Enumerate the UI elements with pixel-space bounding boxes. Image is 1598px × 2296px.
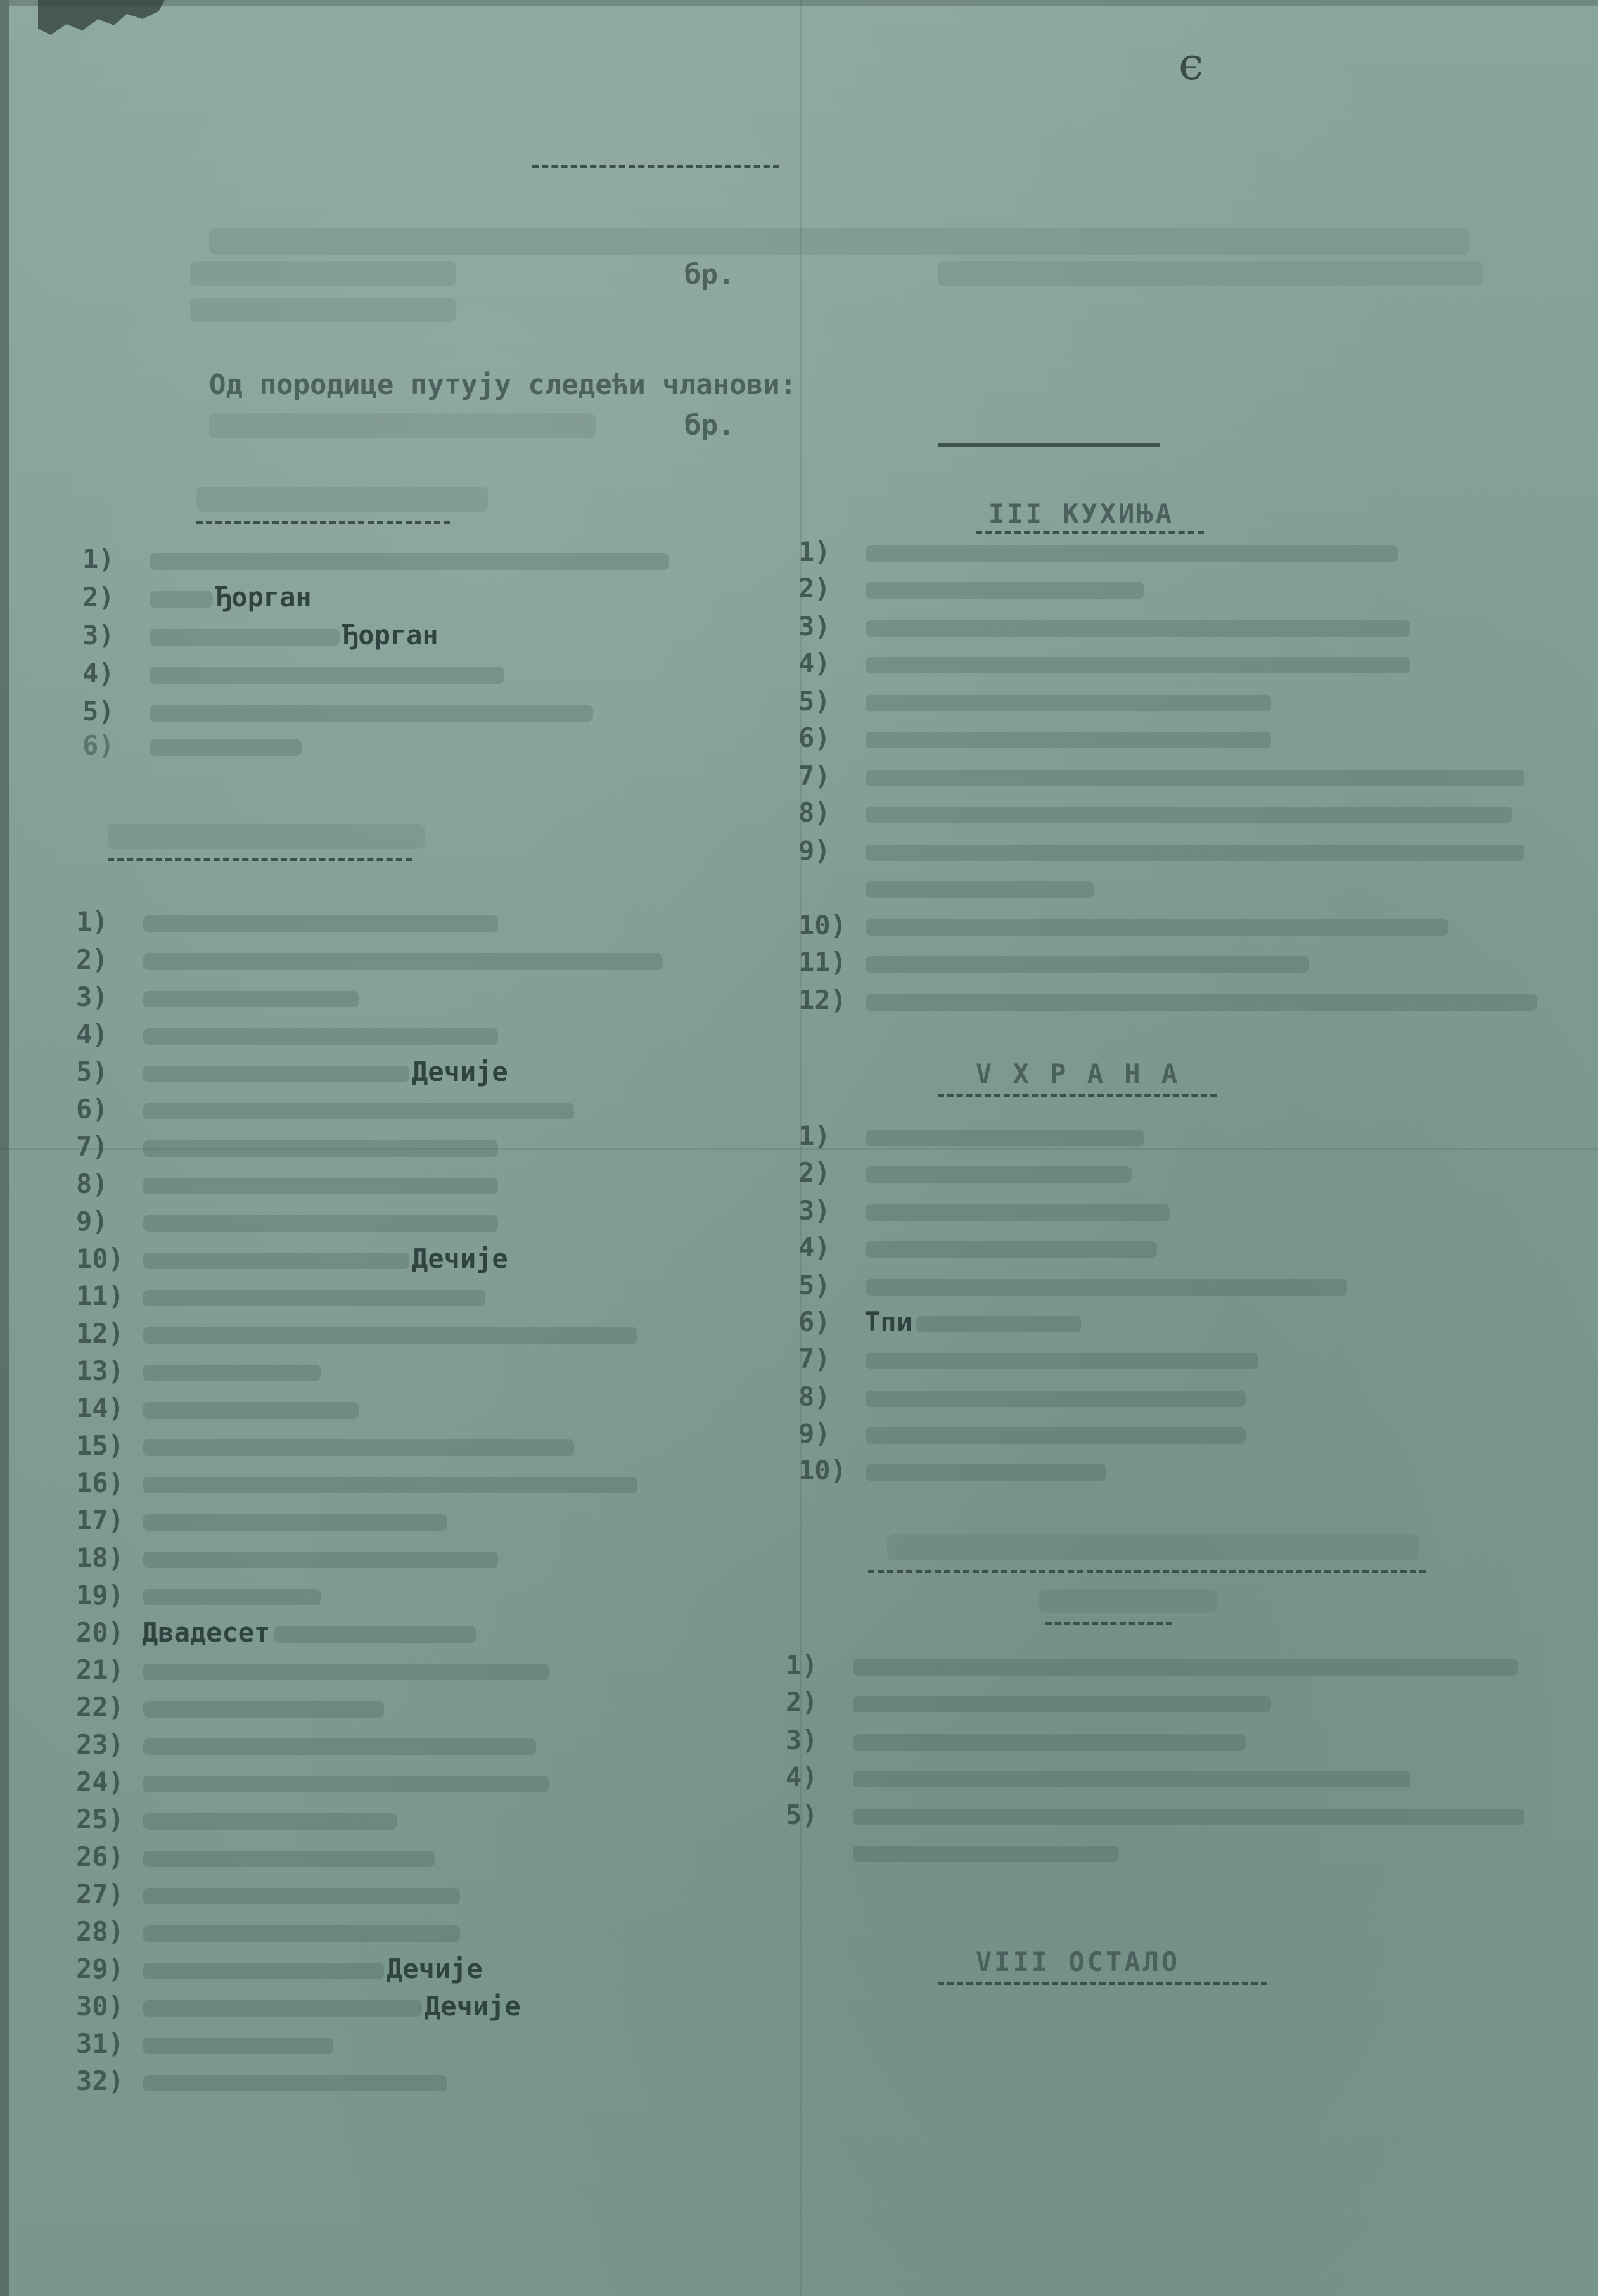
kitchen-item-9: 9) — [798, 835, 1524, 866]
paper-edge-top — [0, 0, 1598, 6]
clothes-item-21: 21) — [76, 1654, 549, 1685]
title-underline — [532, 165, 779, 171]
kitchen-item-4: 4) — [798, 647, 1410, 679]
clothes-item-24: 24) — [76, 1766, 549, 1797]
clothes-item-14: 14) — [76, 1393, 359, 1424]
kitchen-item-7: 7) — [798, 760, 1524, 791]
kitchen-item-1: 1) — [798, 536, 1398, 567]
food-item-9: 9) — [798, 1418, 1246, 1449]
clothes-item-26: 26) — [76, 1841, 435, 1872]
clothes-item-19: 19) — [76, 1579, 321, 1610]
section-4-title-faded — [108, 824, 425, 849]
approval-blank-line — [938, 443, 1160, 447]
clothes-item-31: 31) — [76, 2028, 333, 2059]
other-item-5-continued — [786, 1836, 1119, 1867]
food-item-7: 7) — [798, 1343, 1258, 1374]
food-item-1: 1) — [798, 1120, 1144, 1151]
section-3-title: III КУХИЊА — [988, 498, 1174, 529]
kitchen-item-10: 10) — [798, 910, 1448, 941]
family-members-line: Од породице путују следећи чланови: — [209, 369, 797, 401]
clothes-item-10: 10) Дечије — [76, 1243, 508, 1274]
food-item-3: 3) — [798, 1195, 1170, 1226]
kitchen-item-9-continued — [798, 872, 1094, 903]
header-line-1-text — [209, 228, 1470, 255]
clothes-item-11: 11) — [76, 1280, 485, 1311]
header-line-2-ministry — [938, 261, 1483, 286]
kitchen-item-5: 5) — [798, 686, 1271, 717]
section-5-title: V Х Р А Н А — [976, 1058, 1180, 1089]
food-item-5: 5) — [798, 1270, 1347, 1301]
kitchen-item-6: 6) — [798, 722, 1271, 753]
section-1-title-faded — [196, 487, 488, 512]
clothes-item-15: 15) — [76, 1430, 574, 1461]
section-6-subtitle-underline — [1045, 1622, 1172, 1628]
clothes-item-12: 12) — [76, 1318, 637, 1349]
clothes-item-29: 29) Дечије — [76, 1953, 483, 1984]
approval-label: бр. — [684, 409, 735, 442]
section-1-underline — [196, 521, 450, 527]
section-8-underline — [938, 1982, 1267, 1988]
header-line-3-text — [190, 298, 456, 322]
other-item-5: 5) — [786, 1799, 1524, 1830]
family-member-entry — [209, 413, 596, 438]
section-4-underline — [108, 858, 412, 864]
clothes-item-16: 16) — [76, 1467, 637, 1498]
food-item-2: 2) — [798, 1157, 1132, 1188]
section-6-subtitle-faded — [1039, 1589, 1217, 1613]
torn-corner-icon — [38, 0, 165, 44]
clothes-item-2: 2) — [76, 944, 663, 975]
clothes-item-4: 4) — [76, 1019, 498, 1050]
left-item-1: 1) — [82, 544, 669, 575]
clothes-item-28: 28) — [76, 1916, 460, 1947]
clothes-item-27: 27) — [76, 1878, 460, 1910]
clothes-item-6: 6) — [76, 1094, 574, 1125]
left-item-3: 3) Ђорган — [82, 620, 438, 651]
food-item-6: 6) Тпи — [798, 1306, 1081, 1337]
other-item-2: 2) — [786, 1687, 1271, 1718]
clothes-item-13: 13) — [76, 1355, 321, 1386]
kitchen-item-2: 2) — [798, 573, 1144, 604]
other-item-3: 3) — [786, 1725, 1246, 1756]
food-item-4: 4) — [798, 1232, 1157, 1263]
section-6-underline — [868, 1570, 1426, 1576]
section-5-underline — [938, 1094, 1217, 1100]
clothes-item-7: 7) — [76, 1131, 498, 1162]
clothes-item-5: 5) Дечије — [76, 1056, 508, 1087]
kitchen-item-8: 8) — [798, 797, 1512, 828]
header-ref-label: бр. — [684, 258, 735, 291]
food-item-10: 10) — [798, 1455, 1106, 1486]
clothes-item-1: 1) — [76, 906, 498, 937]
clothes-item-30: 30) Дечије — [76, 1991, 521, 2022]
clothes-item-18: 18) — [76, 1542, 498, 1573]
clothes-item-32: 32) — [76, 2065, 447, 2096]
clothes-item-25: 25) — [76, 1804, 397, 1835]
left-item-5: 5) — [82, 696, 593, 727]
kitchen-item-11: 11) — [798, 947, 1309, 978]
kitchen-item-3: 3) — [798, 611, 1410, 642]
other-item-4: 4) — [786, 1761, 1410, 1792]
header-line-2-address — [190, 261, 456, 286]
clothes-item-22: 22) — [76, 1692, 384, 1723]
left-item-6: 6) — [82, 730, 302, 761]
left-item-2: 2) Ђорган — [82, 582, 312, 613]
corner-mark-icon: ϵ — [1179, 38, 1204, 90]
left-item-4: 4) — [82, 658, 504, 689]
kitchen-item-12: 12) — [798, 985, 1537, 1016]
section-8-title: VIII ОСТАЛО — [976, 1946, 1180, 1977]
clothes-item-20: 20) Двадесет — [76, 1617, 476, 1648]
clothes-item-3: 3) — [76, 981, 359, 1012]
clothes-item-8: 8) — [76, 1168, 498, 1199]
food-item-8: 8) — [798, 1381, 1246, 1412]
clothes-item-17: 17) — [76, 1505, 447, 1536]
section-6-title-faded — [887, 1534, 1419, 1560]
clothes-item-9: 9) — [76, 1206, 498, 1237]
clothes-item-23: 23) — [76, 1729, 536, 1760]
other-item-1: 1) — [786, 1650, 1518, 1681]
